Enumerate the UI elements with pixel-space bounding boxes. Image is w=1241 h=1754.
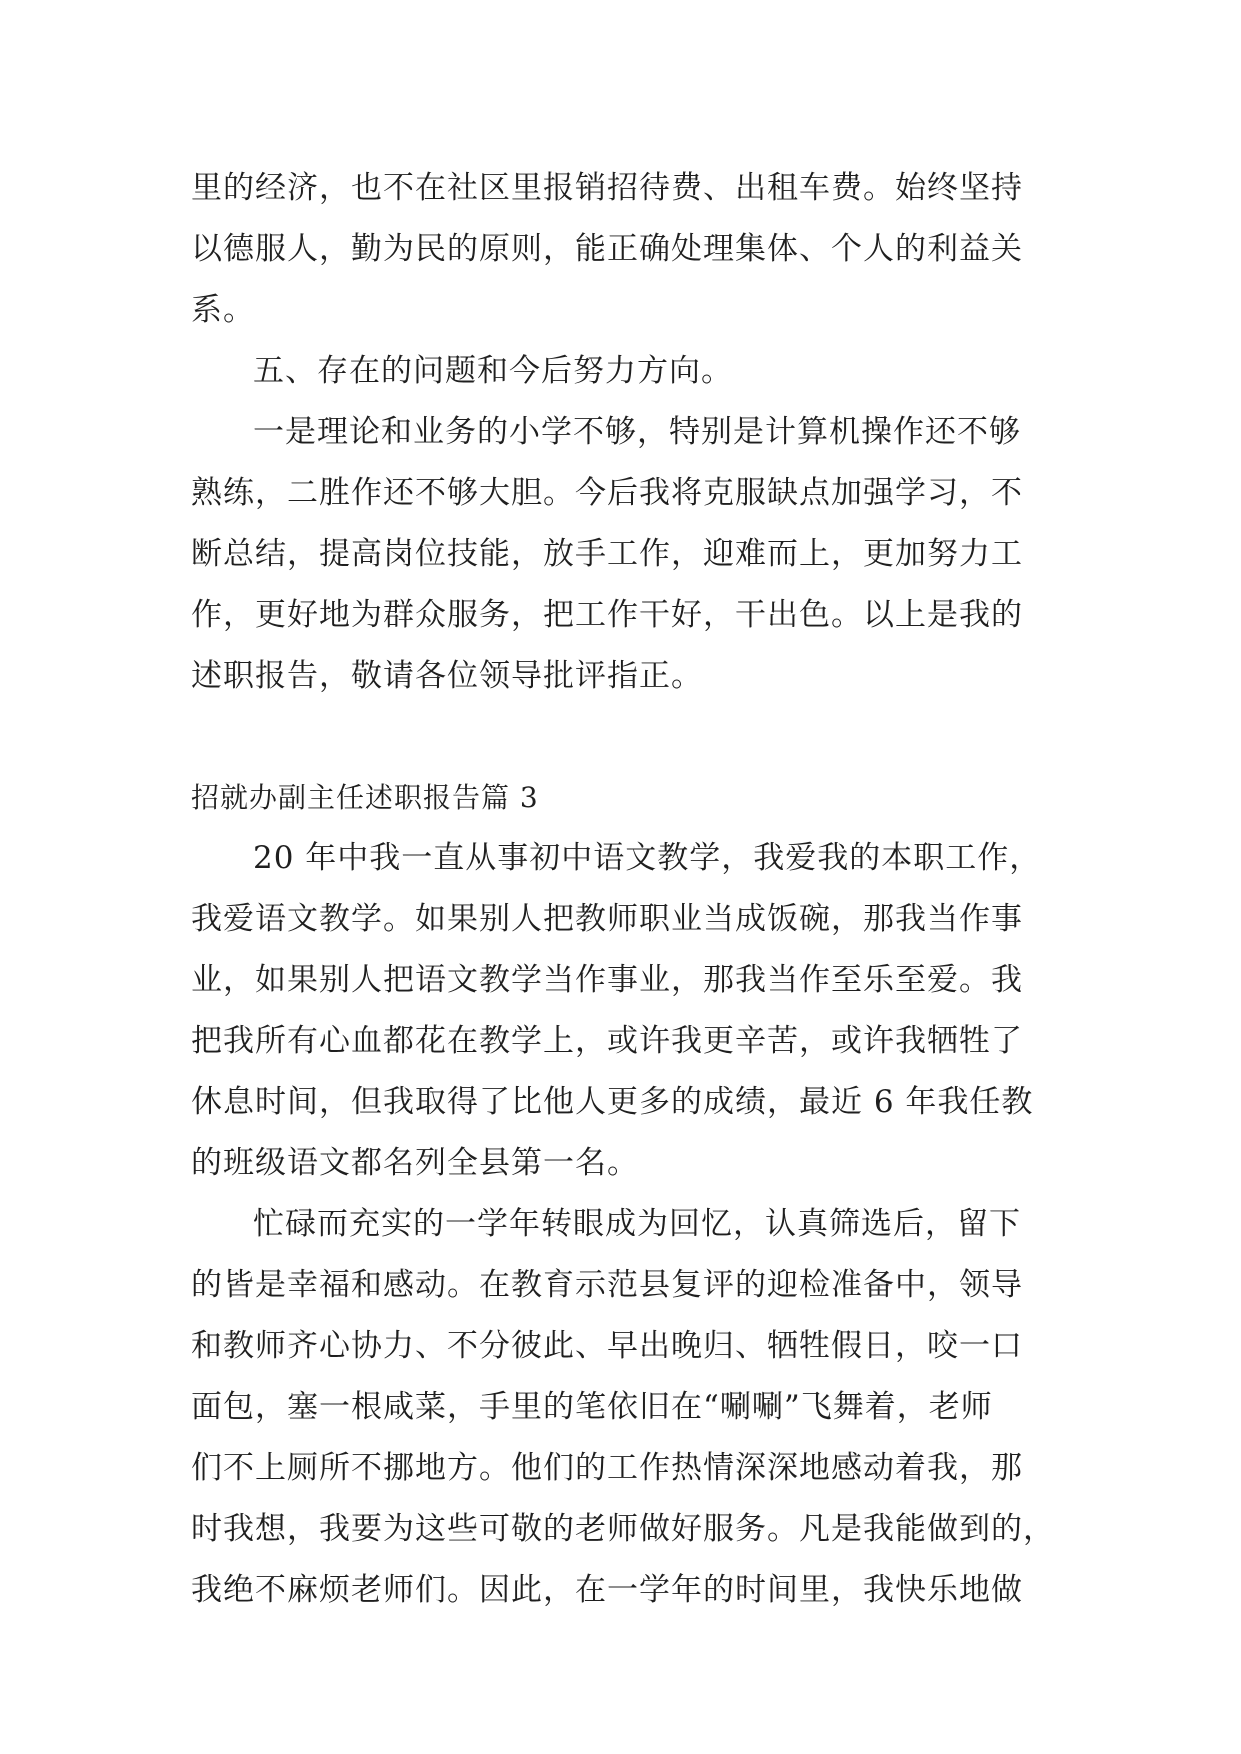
text-line: 忙碌而充实的一学年转眼成为回忆，认真筛选后，留下: [253, 1206, 1021, 1242]
text-line: 和教师齐心协力、不分彼此、早出晚归、牺牲假日，咬一口: [191, 1328, 1023, 1364]
text-line: 把我所有心血都花在教学上，或许我更辛苦，或许我牺牲了: [191, 1023, 1023, 1059]
text-line: 断总结，提高岗位技能，放手工作，迎难而上，更加努力工: [191, 536, 1023, 572]
text-line: 时我想，我要为这些可敬的老师做好服务。凡是我能做到的，: [191, 1511, 1055, 1547]
text-line: 熟练，二胜作还不够大胆。今后我将克服缺点加强学习，不: [191, 475, 1023, 511]
text-line: 以德服人，勤为民的原则，能正确处理集体、个人的利益关: [191, 231, 1023, 267]
text-line: 业，如果别人把语文教学当作事业，那我当作至乐至爱。我: [191, 962, 1023, 998]
text-line: 一是理论和业务的小学不够，特别是计算机操作还不够: [253, 414, 1021, 450]
text-line: 的班级语文都名列全县第一名。: [191, 1145, 639, 1181]
text-line: 们不上厕所不挪地方。他们的工作热情深深地感动着我，那: [191, 1450, 1023, 1486]
text-line: 面包，塞一根咸菜，手里的笔依旧在“唰唰”飞舞着，老师: [191, 1389, 993, 1425]
section-heading: 五、存在的问题和今后努力方向。: [253, 353, 733, 389]
text-line: 里的经济，也不在社区里报销招待费、出租车费。始终坚持: [191, 170, 1023, 206]
article-title: 招就办副主任述职报告篇 3: [191, 781, 539, 814]
text-line: 系。: [191, 292, 255, 328]
text-line: 的皆是幸福和感动。在教育示范县复评的迎检准备中，领导: [191, 1267, 1023, 1303]
text-line: 20 年中我一直从事初中语文教学，我爱我的本职工作，: [253, 840, 1042, 876]
text-line: 休息时间，但我取得了比他人更多的成绩，最近 6 年我任教: [191, 1084, 1034, 1120]
text-line: 述职报告，敬请各位领导批评指正。: [191, 658, 703, 694]
document-body: [191, 158, 1061, 1621]
text-line: 作，更好地为群众服务，把工作干好，干出色。以上是我的: [191, 597, 1023, 633]
text-line: 我爱语文教学。如果别人把教师职业当成饭碗，那我当作事: [191, 901, 1023, 937]
section-spacer: [191, 707, 1061, 767]
text-line: 我绝不麻烦老师们。因此，在一学年的时间里，我快乐地做: [191, 1572, 1023, 1608]
